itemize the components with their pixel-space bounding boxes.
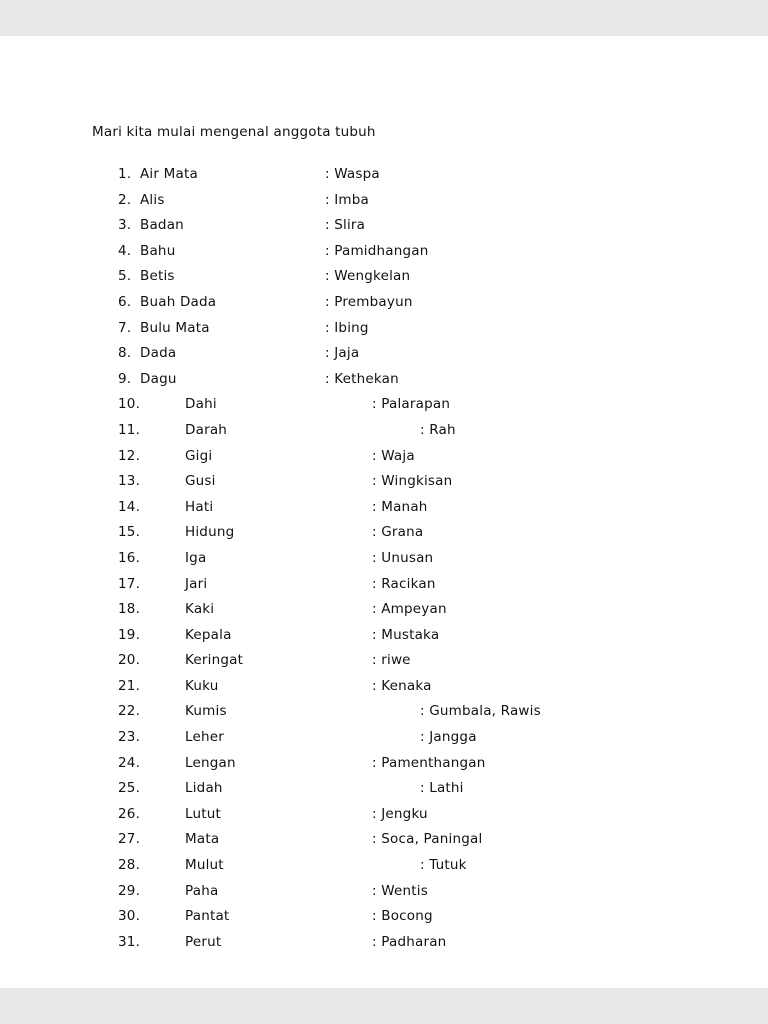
document-page [0, 36, 768, 988]
entry-term: Gigi [185, 447, 213, 464]
entry-definition: : Ibing [325, 319, 369, 336]
list-item [0, 597, 768, 623]
entry-term: Keringat [185, 652, 244, 669]
list-item [0, 316, 768, 342]
entry-term: Mata [185, 831, 220, 848]
list-item [0, 444, 768, 470]
list-item [0, 699, 768, 725]
entry-number: 14. [118, 498, 141, 515]
list-item [0, 572, 768, 598]
entry-definition: : Jaja [325, 345, 360, 362]
entry-definition: : Manah [372, 498, 428, 515]
entry-term: Air Mata [140, 166, 198, 182]
list-item [0, 392, 768, 418]
entry-number: 19. [118, 626, 141, 643]
entry-term: Kuku [185, 677, 219, 694]
entry-number: 16. [118, 549, 141, 566]
entry-term: Kepala [185, 626, 232, 643]
entry-term: Hati [185, 498, 214, 515]
entry-term: Buah Dada [140, 293, 217, 310]
list-item [0, 290, 768, 316]
entry-definition: : riwe [372, 652, 411, 669]
entry-definition: : Tutuk [420, 857, 467, 874]
entry-number: 11. [118, 421, 141, 438]
entry-term: Kumis [185, 703, 227, 720]
entry-term: Perut [185, 933, 222, 950]
entry-term: Lutut [185, 805, 221, 822]
list-item [0, 546, 768, 572]
entry-definition: : Prembayun [325, 293, 413, 310]
list-item [0, 495, 768, 521]
entry-definition: : Ampeyan [372, 601, 447, 618]
entry-number: 15. [118, 524, 141, 541]
entry-number: 29. [118, 882, 141, 899]
entry-number: 26. [118, 805, 141, 822]
list-item [0, 827, 768, 853]
entry-number: 24. [118, 754, 141, 771]
entry-definition: : Pamenthangan [372, 754, 486, 771]
entry-number: 25. [118, 780, 141, 797]
entry-definition: : Unusan [372, 549, 434, 566]
list-item [0, 469, 768, 495]
entry-definition: : Kenaka [372, 677, 432, 694]
entry-term: Dagu [140, 370, 177, 387]
entry-term: Badan [140, 217, 184, 234]
entry-definition: : Mustaka [372, 626, 440, 643]
entry-term: Paha [185, 882, 219, 899]
entry-definition: : Rah [420, 421, 456, 438]
entry-number: 10. [118, 396, 141, 413]
entry-number: 21. [118, 677, 141, 694]
entry-definition: : Gumbala, Rawis [420, 703, 541, 720]
entry-number: 17. [118, 575, 141, 592]
list-item [0, 853, 768, 879]
entry-number: 22. [118, 703, 141, 720]
list-item [0, 162, 768, 188]
entry-term: Hidung [185, 524, 235, 541]
entry-definition: : Racikan [372, 575, 436, 592]
entry-number: 31. [118, 933, 141, 950]
entry-definition: : Padharan [372, 933, 447, 950]
list-item [0, 776, 768, 802]
list-item [0, 725, 768, 751]
list-item [0, 367, 768, 393]
list-item [0, 188, 768, 214]
list-item [0, 213, 768, 239]
entry-definition: : Grana [372, 524, 424, 541]
entry-term: Gusi [185, 473, 216, 490]
entry-number: 18. [118, 601, 141, 618]
entry-definition: : Wentis [372, 882, 428, 899]
entry-definition: : Wengkelan [325, 268, 411, 285]
list-item [0, 904, 768, 930]
entry-term: Lidah [185, 780, 223, 797]
entry-number: 7. [118, 319, 132, 336]
entry-number: 2. [118, 191, 132, 208]
list-item [0, 623, 768, 649]
entry-number: 3. [118, 217, 132, 234]
entry-number: 5. [118, 268, 132, 285]
entry-definition: : Kethekan [325, 370, 399, 387]
entry-definition: : Waspa [325, 166, 380, 182]
entry-number: 23. [118, 729, 141, 746]
document-title: Mari kita mulai mengenal anggota tubuh [92, 124, 376, 140]
entry-number: 28. [118, 857, 141, 874]
entry-term: Lengan [185, 754, 236, 771]
entry-definition: : Palarapan [372, 396, 451, 413]
list-item [0, 648, 768, 674]
list-item [0, 879, 768, 905]
entry-number: 9. [118, 370, 132, 387]
entry-term: Mulut [185, 857, 224, 874]
list-item [0, 674, 768, 700]
list-item [0, 751, 768, 777]
entry-number: 30. [118, 908, 141, 925]
list-item [0, 239, 768, 265]
entry-definition: : Waja [372, 447, 415, 464]
entry-number: 6. [118, 293, 132, 310]
list-item [0, 418, 768, 444]
entry-term: Iga [185, 549, 207, 566]
entry-term: Jari [185, 575, 208, 592]
entry-term: Dahi [185, 396, 217, 413]
entry-term: Bulu Mata [140, 319, 210, 336]
list-item [0, 930, 768, 956]
list-item [0, 520, 768, 546]
entry-definition: : Pamidhangan [325, 242, 429, 259]
list-item [0, 802, 768, 828]
entry-number: 1. [118, 166, 132, 182]
entry-term: Pantat [185, 908, 230, 925]
entry-definition: : Wingkisan [372, 473, 453, 490]
entry-term: Bahu [140, 242, 176, 259]
entry-definition: : Jengku [372, 805, 428, 822]
entry-definition: : Slira [325, 217, 366, 234]
entry-term: Betis [140, 268, 175, 285]
entry-number: 13. [118, 473, 141, 490]
entry-number: 4. [118, 242, 132, 259]
entry-definition: : Soca, Paningal [372, 831, 483, 848]
entry-definition: : Lathi [420, 780, 464, 797]
entry-term: Kaki [185, 601, 215, 618]
list-item [0, 264, 768, 290]
entry-term: Dada [140, 345, 177, 362]
entry-term: Darah [185, 421, 228, 438]
list-item [0, 341, 768, 367]
entry-definition: : Jangga [420, 729, 477, 746]
entry-list [0, 162, 768, 955]
entry-term: Leher [185, 729, 225, 746]
entry-number: 12. [118, 447, 141, 464]
entry-term: Alis [140, 191, 165, 208]
entry-number: 8. [118, 345, 132, 362]
entry-number: 27. [118, 831, 141, 848]
entry-number: 20. [118, 652, 141, 669]
entry-definition: : Bocong [372, 908, 433, 925]
entry-definition: : Imba [325, 191, 370, 208]
